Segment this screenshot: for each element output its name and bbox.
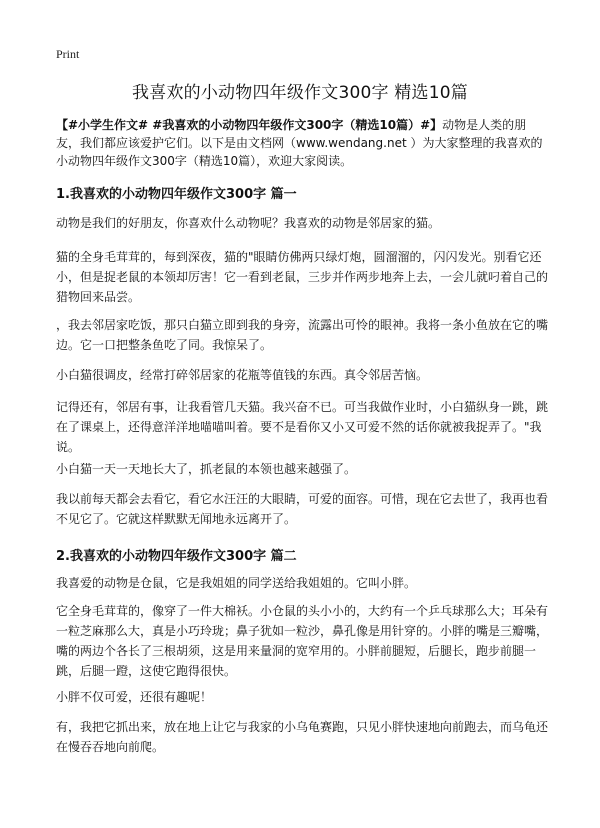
paragraph: 猫的全身毛茸茸的，每到深夜，猫的"眼睛仿佛两只绿灯炮，圆溜溜的，闪闪发光。别看它还小，但是捉老鼠的本领却厉害！它一看到老鼠，三步并作两步地奔上去，一会儿就叼着自己的猎物回来品尝。 [56,250,549,304]
section-heading: 1.我喜欢的小动物四年级作文300字 篇一 [56,187,297,202]
paragraph: 小胖不仅可爱，还很有趣呢！ [56,690,213,704]
paragraph: 记得还有，邻居有事，让我看管几天猫。我兴奋不已。可当我做作业时，小白猫纵身一跳，跳在了课桌上，还得意洋洋地喵喵叫着。要不是看你又小又可爱不然的话你就被我捉弄了。"我说。 [56,400,549,454]
paragraph: 我以前每天都会去看它，看它水汪汪的大眼睛，可爱的面容。可惜，现在它去世了，我再也看不见它了。它就这样默默无闻地永远离开了。 [56,492,549,526]
page-title: 我喜欢的小动物四年级作文300字 精选10篇 [132,83,468,103]
paragraph: 我喜爱的动物是仓鼠，它是我姐姐的同学送给我姐姐的。它叫小胖。 [56,576,417,590]
section-heading: 2.我喜欢的小动物四年级作文300字 篇二 [56,549,297,564]
paragraph: 小白猫很调皮，经常打碎邻居家的花瓶等值钱的东西。真令邻居苦恼。 [56,368,429,382]
paragraph: 它全身毛茸茸的，像穿了一件大棉袄。小仓鼠的头小小的，大约有一个乒乓球那么大；耳朵有一粒芝麻那么大，真是小巧玲珑；鼻子犹如一粒沙，鼻孔像是用针穿的。小胖的嘴是三瓣嘴，嘴的两边个各长了三根胡须，这是用来量洞的宽窄用的。小胖前腿短，后腿长，跑步前腿一跳，后腿一蹬，这使它跑得很快。 [56,604,549,678]
paragraph: 有，我把它抓出来，放在地上让它与我家的小乌龟赛跑，只见小胖快速地向前跑去，而乌龟还在慢吞吞地向前爬。 [56,720,549,754]
print-label: Print [56,47,80,61]
paragraph: 动物是我们的好朋友，你喜欢什么动物呢？我喜欢的动物是邻居家的猫。 [56,216,441,230]
intro-tag: 【#小学生作文# #我喜欢的小动物四年级作文300字（精选10篇）#】 [56,118,443,132]
intro-paragraph [56,116,548,170]
paragraph: 小白猫一天一天地长大了，抓老鼠的本领也越来越强了。 [56,462,357,476]
paragraph: ，我去邻居家吃饭，那只白猫立即到我的身旁，流露出可怜的眼神。我将一条小鱼放在它的嘴边。它一口把整条鱼吃了同。我惊呆了。 [56,318,549,352]
intro-text: 动物是人类的朋友，我们都应该爱护它们。以下是由文档网（www.wendang.net ）为大家整理的我喜欢的小动物四年级作文300字（精选10篇），欢迎大家阅读。 [56,118,543,168]
